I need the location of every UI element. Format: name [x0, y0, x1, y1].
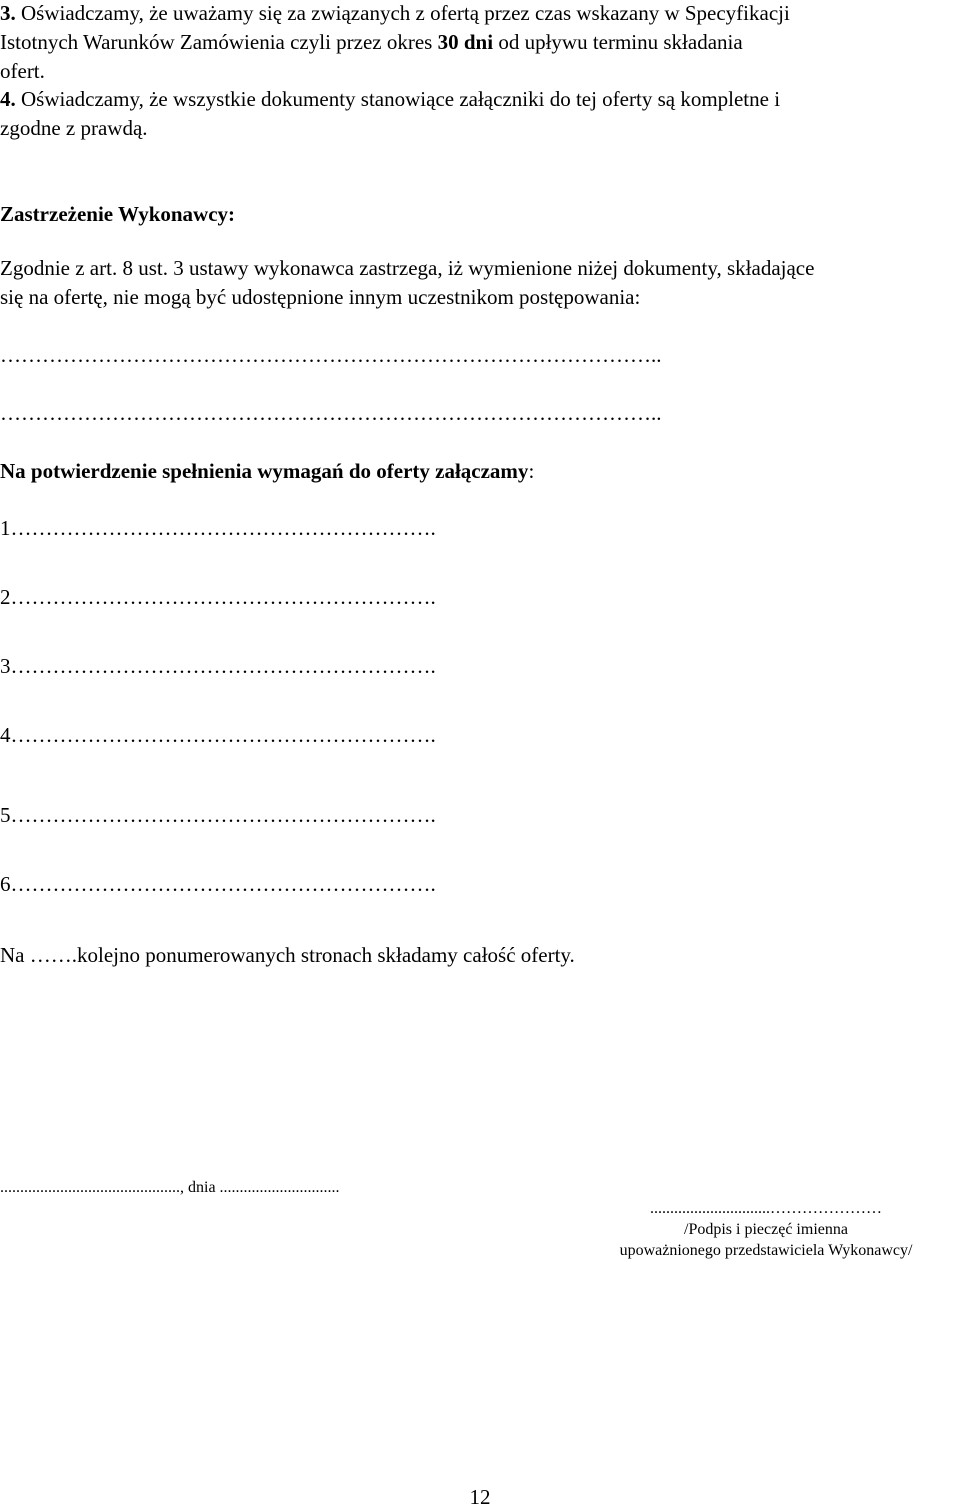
reservation-line-1: Zgodnie z art. 8 ust. 3 ustawy wykonawca zastrzega, iż wymienione niżej dokumenty, składające — [0, 256, 815, 280]
paragraph-3-line-3: ofert. — [0, 59, 45, 83]
signature-caption-line-1: /Podpis i pieczęć imienna — [684, 1221, 848, 1238]
pages-count-line: Na …….kolejno ponumerowanych stronach składamy całość oferty. — [0, 943, 575, 967]
attachment-item: 5……………………………………………………. — [0, 803, 436, 827]
paragraph-4-line-2: zgodne z prawdą. — [0, 116, 148, 140]
paragraph-4-number: 4. — [0, 87, 16, 111]
offer-validity-period: 30 dni — [437, 30, 494, 54]
paragraph-4-line-1: 4. Oświadczamy, że wszystkie dokumenty stanowiące załączniki do tej oferty są kompletne i — [0, 87, 781, 111]
reservation-heading: Zastrzeżenie Wykonawcy: — [0, 202, 236, 226]
attachment-item: 4……………………………………………………. — [0, 723, 436, 747]
reserved-documents-blank-1: ………………………………………………………………………………….. — [0, 343, 662, 367]
paragraph-3-line-2: Istotnych Warunków Zamówienia czyli przez okres 30 dni od upływu terminu składania — [0, 30, 743, 54]
attachment-item: 1……………………………………………………. — [0, 516, 436, 540]
signature-block — [560, 1198, 960, 1261]
attachment-item: 2……………………………………………………. — [0, 585, 436, 609]
reservation-line-2: się na ofertę, nie mogą być udostępnione innym uczestnikom postępowania: — [0, 285, 641, 309]
attachment-item: 6……………………………………………………. — [0, 872, 436, 896]
signature-dots: ..............................………………… — [650, 1200, 882, 1217]
attachment-item: 3……………………………………………………. — [0, 654, 436, 678]
reserved-documents-blank-2: ………………………………………………………………………………….. — [0, 401, 662, 425]
attachments-heading: Na potwierdzenie spełnienia wymagań do oferty załączamy: — [0, 459, 535, 483]
paragraph-3-number: 3. — [0, 1, 16, 25]
paragraph-3-line-1: 3. Oświadczamy, że uważamy się za związanych z ofertą przez czas wskazany w Specyfikacji — [0, 1, 790, 25]
place-date-line: ............................................., dnia .............................. — [0, 1179, 340, 1196]
page-number: 12 — [469, 1485, 491, 1509]
signature-caption-line-2: upoważnionego przedstawiciela Wykonawcy/ — [619, 1242, 913, 1259]
